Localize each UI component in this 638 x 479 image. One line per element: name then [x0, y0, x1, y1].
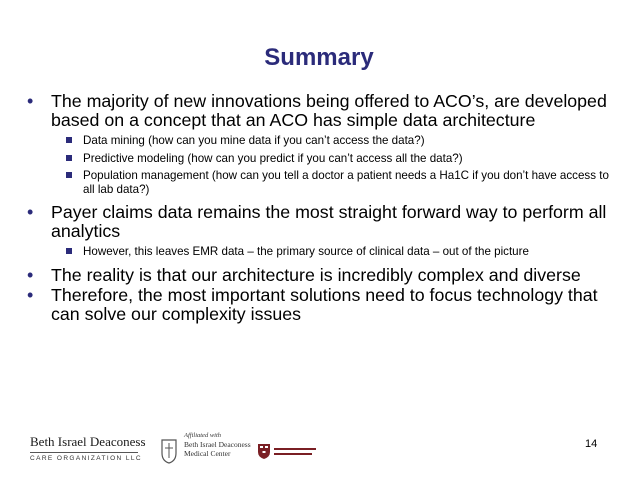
bidmc-logo-name: Beth Israel Deaconess Medical Center: [184, 440, 251, 458]
slide-footer: [0, 430, 638, 470]
harvard-wordmark-bar: [274, 453, 312, 455]
bullet-dot: •: [27, 202, 34, 222]
bidce-logo-name: Beth Israel Deaconess: [30, 434, 146, 449]
page-number: 14: [585, 438, 598, 450]
square-bullet-icon: [66, 155, 72, 161]
sub-bullet-item: [27, 245, 617, 259]
bullet-dot: •: [27, 264, 34, 285]
bullet-text: The reality is that our architecture is incredibly complex and diverse: [51, 264, 581, 285]
bullet-item: [27, 286, 617, 323]
bullet-text: Therefore, the most important solutions need to focus technology that can solve our complexity issues: [51, 285, 598, 324]
sub-bullet-item: [27, 134, 617, 148]
bullet-item: [27, 92, 617, 129]
sub-bullet-text: Data mining (how can you mine data if you can’t access the data?): [83, 134, 425, 147]
sub-bullet-text: Population management (how can you tell a doctor a patient needs a Ha1C if you don’t have access to all lab data?): [83, 169, 609, 196]
sub-bullet-text: However, this leaves EMR data – the primary source of clinical data – out of the picture: [83, 245, 529, 258]
harvard-logo: [258, 444, 318, 462]
bidce-logo: [30, 434, 170, 462]
bullet-text: The majority of new innovations being offered to ACO’s, are developed based on a concept that an ACO has simple data architecture: [51, 91, 607, 130]
sub-bullet-item: [27, 169, 617, 196]
bidmc-affiliation-text: Affiliated with: [184, 432, 222, 439]
slide-title: Summary: [264, 44, 374, 71]
bullet-item: [27, 203, 617, 240]
square-bullet-icon: [66, 248, 72, 254]
bidmc-seal-icon: [160, 438, 178, 464]
bullet-dot: •: [27, 285, 34, 305]
bullet-dot: •: [27, 91, 34, 111]
bidce-logo-rule: [30, 452, 138, 453]
bullet-item: [27, 266, 617, 285]
square-bullet-icon: [66, 172, 72, 178]
sub-bullet-text: Predictive modeling (how can you predict if you can’t access all the data?): [83, 151, 463, 165]
harvard-wordmark-bar: [274, 448, 316, 450]
bullet-text: Payer claims data remains the most straight forward way to perform all analytics: [51, 202, 607, 241]
harvard-shield-icon: [258, 444, 270, 459]
square-bullet-icon: [66, 137, 72, 143]
bullet-list: [27, 92, 617, 325]
sub-bullet-item: [27, 152, 617, 166]
bidmc-logo: [160, 432, 255, 468]
bidce-logo-tagline: CARE ORGANIZATION LLC: [30, 455, 142, 462]
